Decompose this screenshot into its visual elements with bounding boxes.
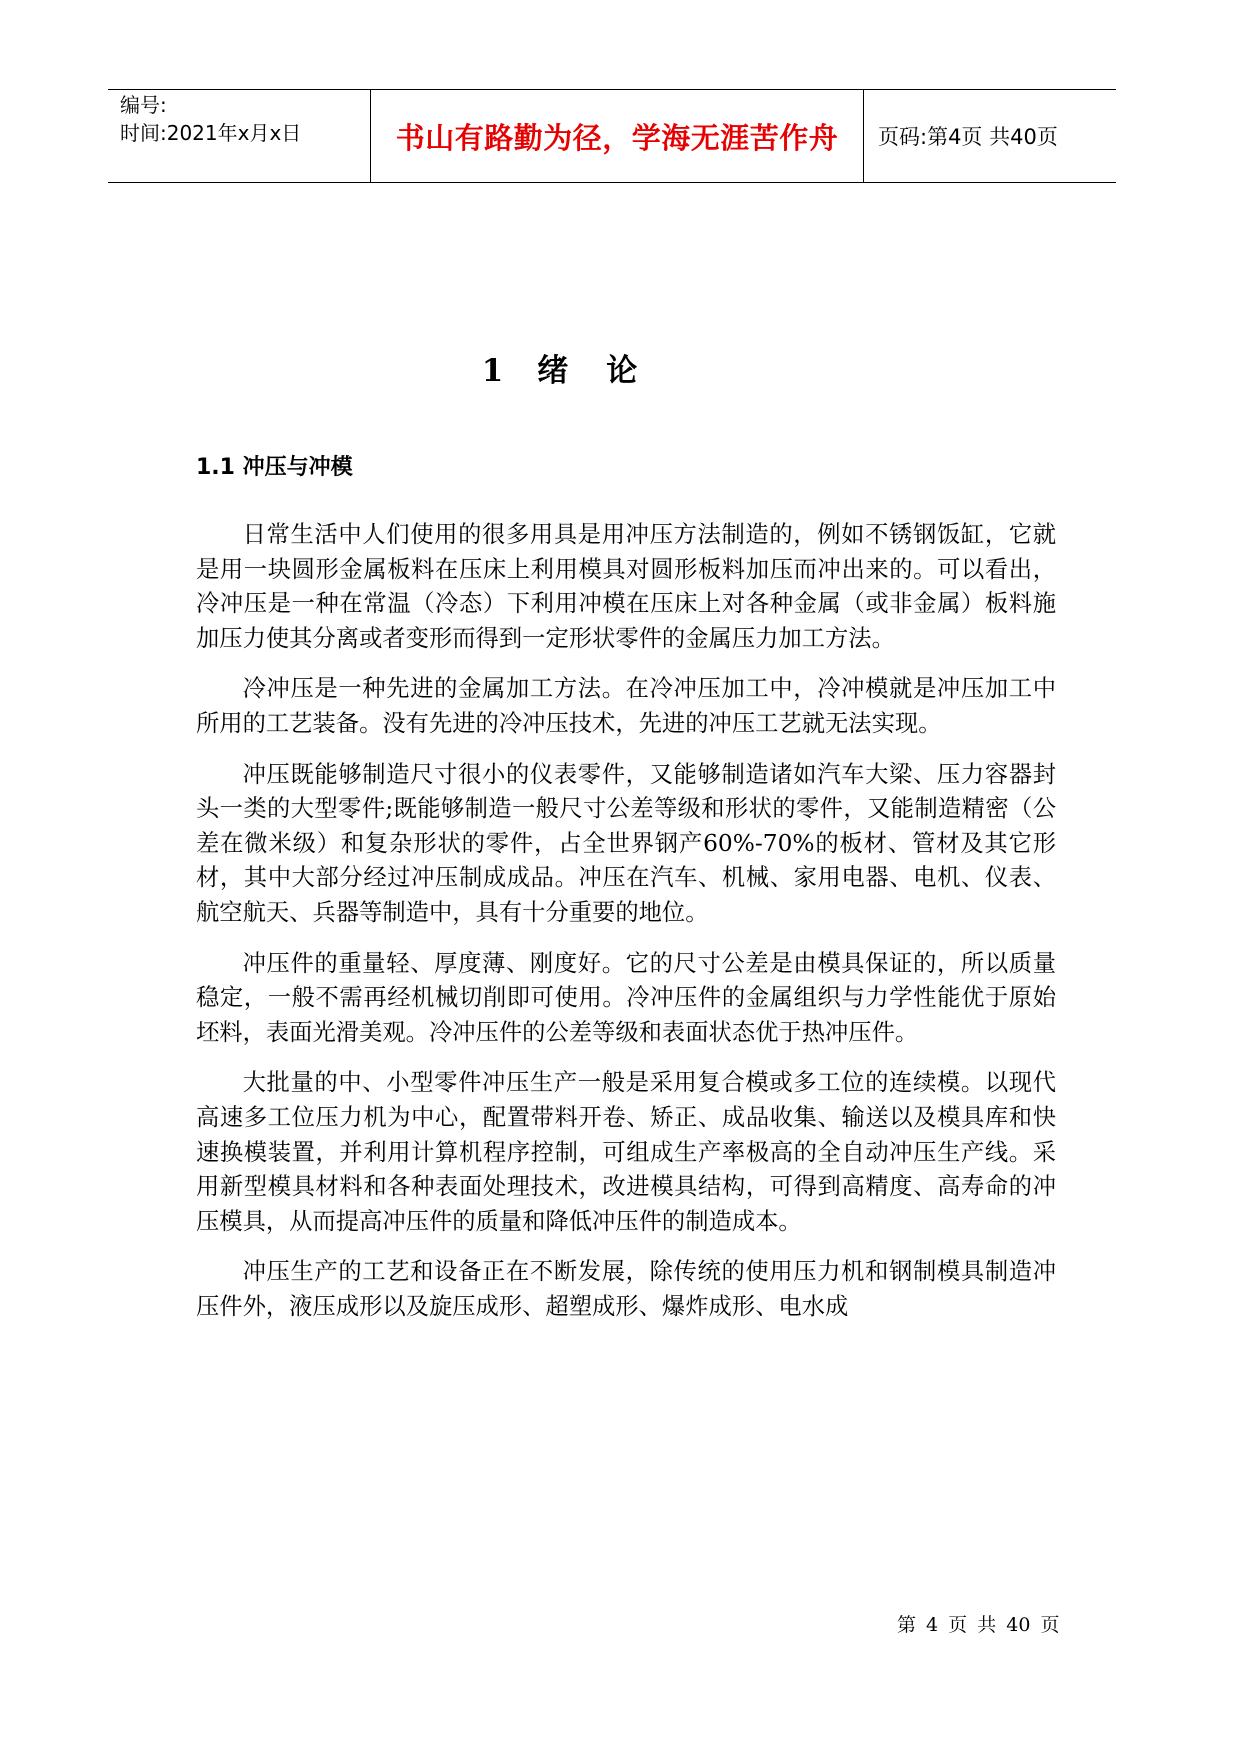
document-number-label: 编号: xyxy=(120,93,167,117)
header-slogan: 书山有路勤为径，学海无涯苦作舟 xyxy=(395,120,839,155)
chapter-title xyxy=(0,345,1181,390)
paragraph: 冲压件的重量轻、厚度薄、刚度好。它的尺寸公差是由模具保证的，所以质量稳定，一般不需再经机械切削即可使用。冷冲压件的金属组织与力学性能优于原始坯料，表面光滑美观。冷冲压件的公差等级和表面状态优于热冲压件。 xyxy=(196,949,1056,1046)
paragraph: 冷冲压是一种先进的金属加工方法。在冷冲压加工中，冷冲模就是冲压加工中所用的工艺装备。没有先进的冷冲压技术，先进的冲压工艺就无法实现。 xyxy=(196,675,1056,737)
paragraph: 大批量的中、小型零件冲压生产一般是采用复合模或多工位的连续模。以现代高速多工位压力机为中心，配置带料开卷、矫正、成品收集、输送以及模具库和快速换模装置，并利用计算机程序控制，可组成生产率极高的全自动冲压生产线。采用新型模具材料和各种表面处理技术，改进模具结构，可得到高精度、高寿命的冲压模具，从而提高冲压件的质量和降低冲压件的制造成本。 xyxy=(196,1069,1056,1235)
paragraph: 日常生活中人们使用的很多用具是用冲压方法制造的，例如不锈钢饭缸，它就是用一块圆形金属板料在压床上利用模具对圆形板料加压而冲出来的。可以看出，冷冲压是一种在常温（冷态）下利用冲模在压床上对各种金属（或非金属）板料施加压力使其分离或者变形而得到一定形状零件的金属压力加工方法。 xyxy=(196,521,1056,652)
header-page-cell xyxy=(864,90,1116,182)
document-time-label: 时间:2021年x月x日 xyxy=(120,121,302,145)
header-info-cell xyxy=(108,90,371,182)
page-header xyxy=(108,89,1116,183)
header-slogan-cell xyxy=(371,90,864,182)
header-page-code: 页码:第4页 共40页 xyxy=(878,125,1058,149)
section-heading: 1.1 冲压与冲模 xyxy=(196,455,353,480)
chapter-number: 1 xyxy=(481,353,506,389)
page-footer: 第 4 页 共 40 页 xyxy=(897,1614,1060,1636)
chapter-title-word-2: 论 xyxy=(606,353,640,389)
chapter-title-word-1: 绪 xyxy=(537,353,571,389)
paragraph: 冲压生产的工艺和设备正在不断发展，除传统的使用压力机和钢制模具制造冲压件外，液压成形以及旋压成形、超塑成形、爆炸成形、电水成 xyxy=(196,1258,1056,1320)
body-content xyxy=(196,518,1056,1340)
paragraph: 冲压既能够制造尺寸很小的仪表零件，又能够制造诸如汽车大梁、压力容器封头一类的大型零件;既能够制造一般尺寸公差等级和形状的零件，又能制造精密（公差在微米级）和复杂形状的零件，占全世界钢产60%-70%的板材、管材及其它形材，其中大部分经过冲压制成成品。冲压在汽车、机械、家用电器、电机、仪表、航空航天、兵器等制造中，具有十分重要的地位。 xyxy=(196,760,1056,926)
